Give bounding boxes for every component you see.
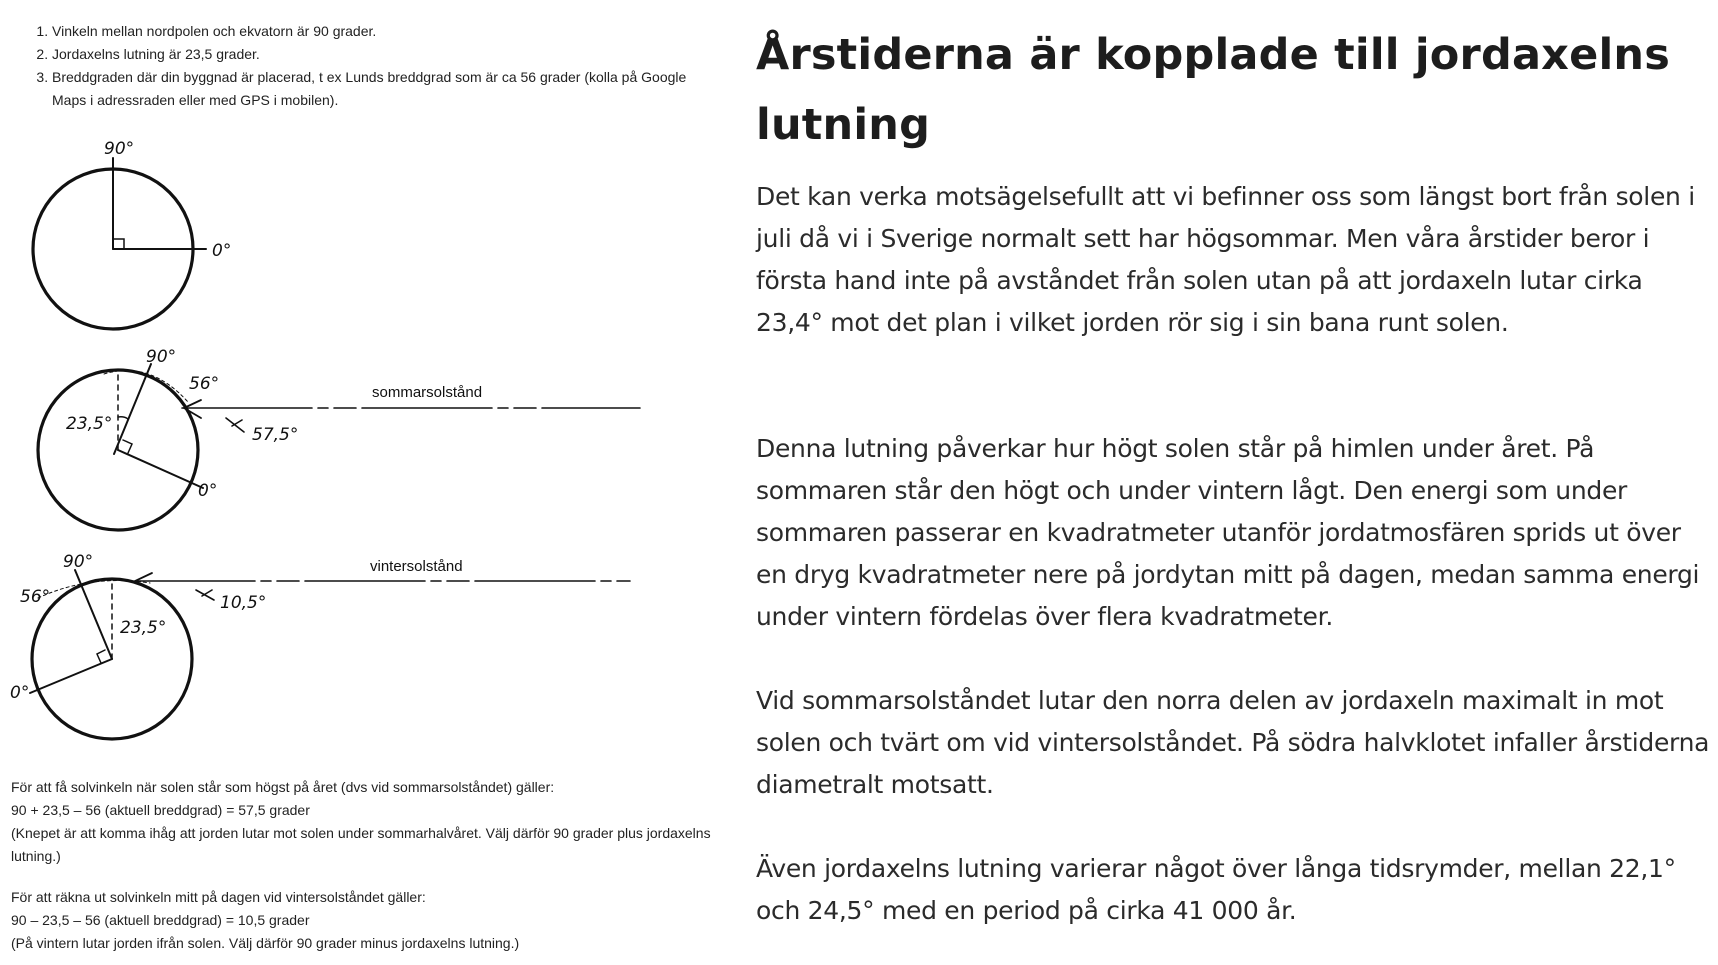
- steps-list: [30, 20, 722, 112]
- summer-tip: (Knepet är att komma ihåg att jorden lutar mot solen under sommarhalvåret. Välj därför 90 grader plus jordaxelns lutning.): [11, 825, 711, 864]
- circle3-tilt-label: 23,5°: [120, 618, 167, 638]
- circle2-lat-label: 56°: [189, 374, 220, 394]
- circle2-group: [38, 364, 640, 530]
- circle3-right-angle: [97, 650, 105, 663]
- article-paragraph: Vid sommarsolståndet lutar den norra delen av jordaxeln maximalt in mot solen och tvärt om vid vintersolståndet. På södra halvklotet infaller årstiderna diametralt motsatt.: [756, 686, 1710, 799]
- circle1-right-label: 0°: [212, 241, 232, 261]
- winter-formula: [11, 886, 711, 955]
- circle3-bottom-label: 0°: [10, 683, 30, 703]
- circle3-tilted-axis: [75, 570, 112, 659]
- circle2-right-angle: [123, 440, 132, 453]
- left-panel: [0, 0, 720, 965]
- article-panel: [756, 0, 1718, 965]
- article-paragraph: Även jordaxelns lutning varierar något över långa tidsrymder, mellan 22,1° och 24,5° med en period på cirka 41 000 år.: [756, 854, 1676, 925]
- article-paragraph: Det kan verka motsägelsefullt att vi befinner oss som längst bort från solen i juli då vi i Sverige normalt sett har högsommar. Men våra årstider beror i första hand inte på avståndet från solen utan på att jordaxeln lutar cirka 23,4° mot det plan i vilket jorden rör sig i sin bana runt solen.: [756, 182, 1695, 337]
- winter-equation: 90 – 23,5 – 56 (aktuell breddgrad) = 10,5 grader: [11, 912, 310, 928]
- winter-intro: För att räkna ut solvinkeln mitt på dagen vid vintersolståndet gäller:: [11, 889, 426, 905]
- circle2-top-label: 90°: [146, 347, 177, 367]
- article-title: Årstiderna är kopplade till jordaxelns lutning: [756, 30, 1671, 150]
- circle2-angle-label: 57,5°: [252, 425, 299, 445]
- circle2-tilt-label: 23,5°: [66, 414, 113, 434]
- list-item: 1. Vinkeln mellan nordpolen och ekvatorn är 90 grader.: [52, 20, 722, 43]
- circle2-ray-arrowhead: [184, 400, 201, 418]
- circle2-equator-line: [118, 450, 203, 488]
- circle2-angle-mark: [226, 418, 244, 432]
- circle1-top-label: 90°: [104, 139, 135, 159]
- circle3-lat-label: 56°: [20, 587, 51, 607]
- list-item: 2. Jordaxelns lutning är 23,5 grader.: [52, 43, 722, 66]
- circle2-line-label: sommarsolstånd: [372, 384, 483, 401]
- circle3-top-label: 90°: [63, 552, 94, 572]
- circle2-tilt-arc: [118, 417, 128, 419]
- summer-equation: 90 + 23,5 – 56 (aktuell breddgrad) = 57,5 grader: [11, 802, 310, 818]
- circle3-angle-label: 10,5°: [220, 593, 267, 613]
- circle3-group: [30, 570, 630, 739]
- summer-intro: För att få solvinkeln när solen står som högst på året (dvs vid sommarsolståndet) gäller:: [11, 779, 555, 795]
- circle3-equator-line: [30, 659, 112, 693]
- circle1-group: [33, 158, 206, 329]
- solar-angle-diagram: [0, 128, 700, 768]
- article-paragraph: Denna lutning påverkar hur högt solen står på himlen under året. På sommaren står den högt och under vintern lågt. Den energi som under sommaren passerar en kvadratmeter utanför jordatmosfären sprids ut över en dryg kvadratmeter nere på jordytan mitt på dagen, medan samma energi under vintern fördelas över flera kvadratmeter.: [756, 434, 1700, 631]
- summer-formula: [11, 776, 711, 868]
- circle1-right-angle: [113, 239, 124, 249]
- winter-tip: (På vintern lutar jorden ifrån solen. Välj därför 90 grader minus jordaxelns lutning.): [11, 935, 520, 951]
- circle2-bottom-label: 0°: [198, 481, 218, 501]
- list-item: 3. Breddgraden där din byggnad är placerad, t ex Lunds breddgrad som är ca 56 grader (kolla på Google Maps i adressraden eller med GPS i mobilen).: [52, 66, 722, 112]
- circle3-angle-mark: [196, 590, 214, 600]
- circle2-tilted-axis: [114, 364, 151, 454]
- circle3-line-label: vintersolstånd: [370, 558, 463, 575]
